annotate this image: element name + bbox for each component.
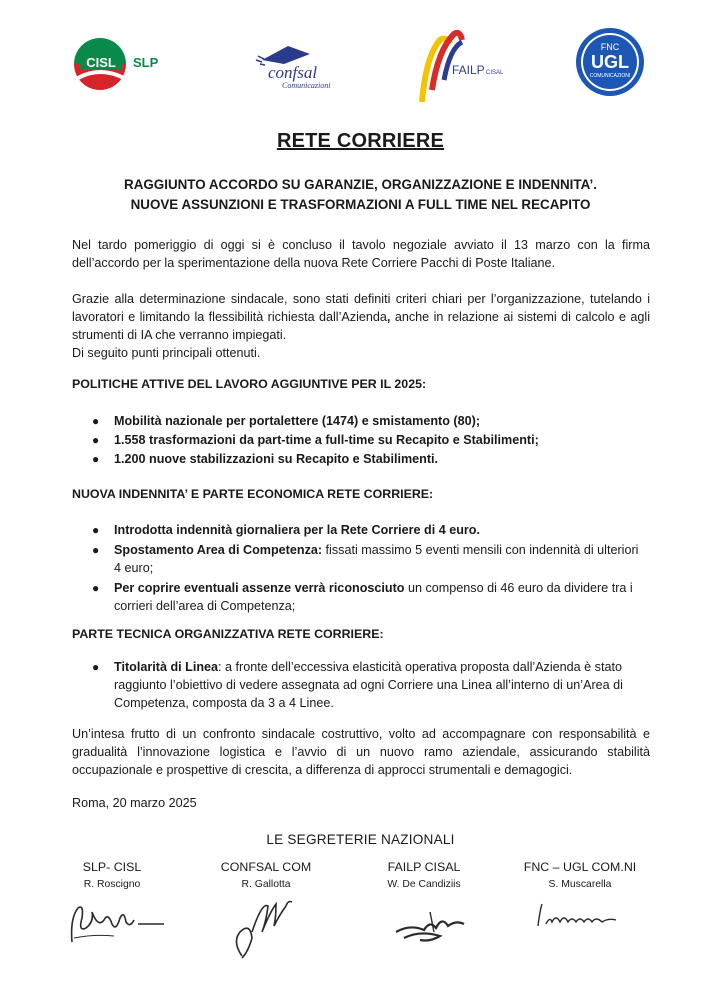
svg-text:COMUNICAZIONI: COMUNICAZIONI [589,73,631,79]
signatory-slp-cisl [42,860,182,890]
bullet-icon: ● [92,433,100,447]
signatory-failp-cisal [354,860,494,890]
cisl-slp-logo [70,36,180,92]
svg-text:CISAL: CISAL [486,70,504,76]
svg-text:CISL: CISL [86,55,116,70]
intro-paragraph: Nel tardo pomeriggio di oggi si è concluso il tavolo negoziale avviato il 13 marzo con la firma dell’accordo per la sperimentazione della nuova Rete Corriere Pacchi di Poste Italiane. [72,238,650,270]
signatory-person: S. Muscarella [548,879,612,890]
list-item-text: un compenso di 46 euro da dividere tra i corrieri dell’area di Competenza; [114,581,633,613]
signatory-person: R. Gallotta [241,879,291,890]
subtitle-line-1: RAGGIUNTO ACCORDO SU GARANZIE, ORGANIZZAZIONE E INDENNITA’. [124,177,597,192]
closing-paragraph: Un’intesa frutto di un confronto sindacale costruttivo, volto ad accompagnare con responsabilità e gradualità l’innovazione logistica e l’avvio di un nuovo ramo aziendale, assicurando stabilità occupazionale e prospettive di crescita, a differenza di approcci strumentali e demagogici. [72,727,650,777]
svg-text:FAILP: FAILP [452,63,485,77]
svg-text:SLP: SLP [133,55,159,70]
section-heading-politiche: POLITICHE ATTIVE DEL LAVORO AGGIUNTIVE PER IL 2025: [72,377,427,391]
list-item [90,579,646,615]
paragraph-text: anche in relazione ai sistemi di calcolo e agli strumenti di IA che verranno impiegati. [72,310,650,342]
signatories-heading: LE SEGRETERIE NAZIONALI [266,832,455,847]
list-item [90,658,646,712]
list-item-bold: Introdotta indennità giornaliera per la Rete Corriere di 4 euro. [114,523,480,537]
list-item [90,431,646,449]
list-item [90,412,646,430]
signatory-org: FNC – UGL COM.NI [523,860,637,874]
signature-gallotta [222,892,306,964]
bullet-icon: ● [92,414,100,428]
confsal-logo [248,38,338,90]
signatory-person: R. Roscigno [83,879,141,890]
list-item-text: fissati massimo 5 eventi mensili con indennità di ulteriori 4 euro; [114,543,639,575]
failp-cisal-logo [410,26,504,106]
list-item-text: 1.558 trasformazioni da part-time a full-time su Recapito e Stabilimenti; [114,433,539,447]
paragraph-comma: , [386,310,391,324]
signature-roscigno [64,898,172,950]
bullet-icon: ● [92,523,100,537]
list-item-text: Mobilità nazionale per portalettere (1474) e smistamento (80); [114,414,481,428]
list-item-text: 1.200 nuove stabilizzazioni su Recapito e Stabilimenti. [114,452,439,466]
list-item-bold: Titolarità di Linea [114,660,219,674]
document-title: RETE CORRIERE [276,130,445,152]
bullet-icon: ● [92,543,100,557]
list-item-bold: Spostamento Area di Competenza: [114,543,323,557]
fnc-ugl-logo [574,26,646,98]
paragraph-text: Di seguito punti principali ottenuti. [72,346,261,360]
signatory-person: W. De Candiziis [387,879,461,890]
document-subtitle [60,175,661,215]
section-heading-indennita: NUOVA INDENNITA’ E PARTE ECONOMICA RETE CORRIERE: [72,487,434,501]
signature-de-candiziis [390,902,470,948]
signatory-org: FAILP CISAL [387,860,461,874]
signatory-confsal-com [196,860,336,890]
list-item [90,541,646,577]
svg-text:UGL: UGL [591,52,629,72]
list-item [90,450,646,468]
subtitle-line-2: NUOVE ASSUNZIONI E TRASFORMAZIONI A FULL TIME NEL RECAPITO [130,197,591,212]
bullet-icon: ● [92,581,100,595]
svg-text:confsal: confsal [268,63,318,82]
logo-header [0,22,721,112]
list-item [90,521,646,539]
signatory-fnc-ugl [510,860,650,890]
paragraph-text: Grazie alla determinazione sindacale, sono stati definiti criteri chiari per l’organizzazione, tutelando i lavoratori e limitando la flessibilità richiesta dall’Azienda [72,292,650,324]
list-indennita [90,521,646,615]
document-date: Roma, 20 marzo 2025 [72,796,197,810]
list-politiche [90,412,646,469]
svg-text:Comunicazioni: Comunicazioni [282,81,331,90]
signature-muscarella [532,898,624,934]
bullet-icon: ● [92,452,100,466]
signatory-org: SLP- CISL [82,860,142,874]
list-tecnica [90,658,646,712]
second-paragraph [72,290,650,362]
list-item-bold: Per coprire eventuali assenze verrà riconosciuto [114,581,405,595]
svg-text:FNC: FNC [600,42,620,52]
signatory-org: CONFSAL COM [220,860,312,874]
list-item-text: : a fronte dell’eccessiva elasticità operativa proposta dall’Azienda è stato raggiunto l’obiettivo di vedere assegnata ad ogni Corriere una Linea all’interno di un’Area di Competenza, composta da 3 a 4 Linee. [114,660,623,710]
bullet-icon: ● [92,660,100,674]
section-heading-tecnica: PARTE TECNICA ORGANIZZATIVA RETE CORRIERE: [72,627,384,641]
